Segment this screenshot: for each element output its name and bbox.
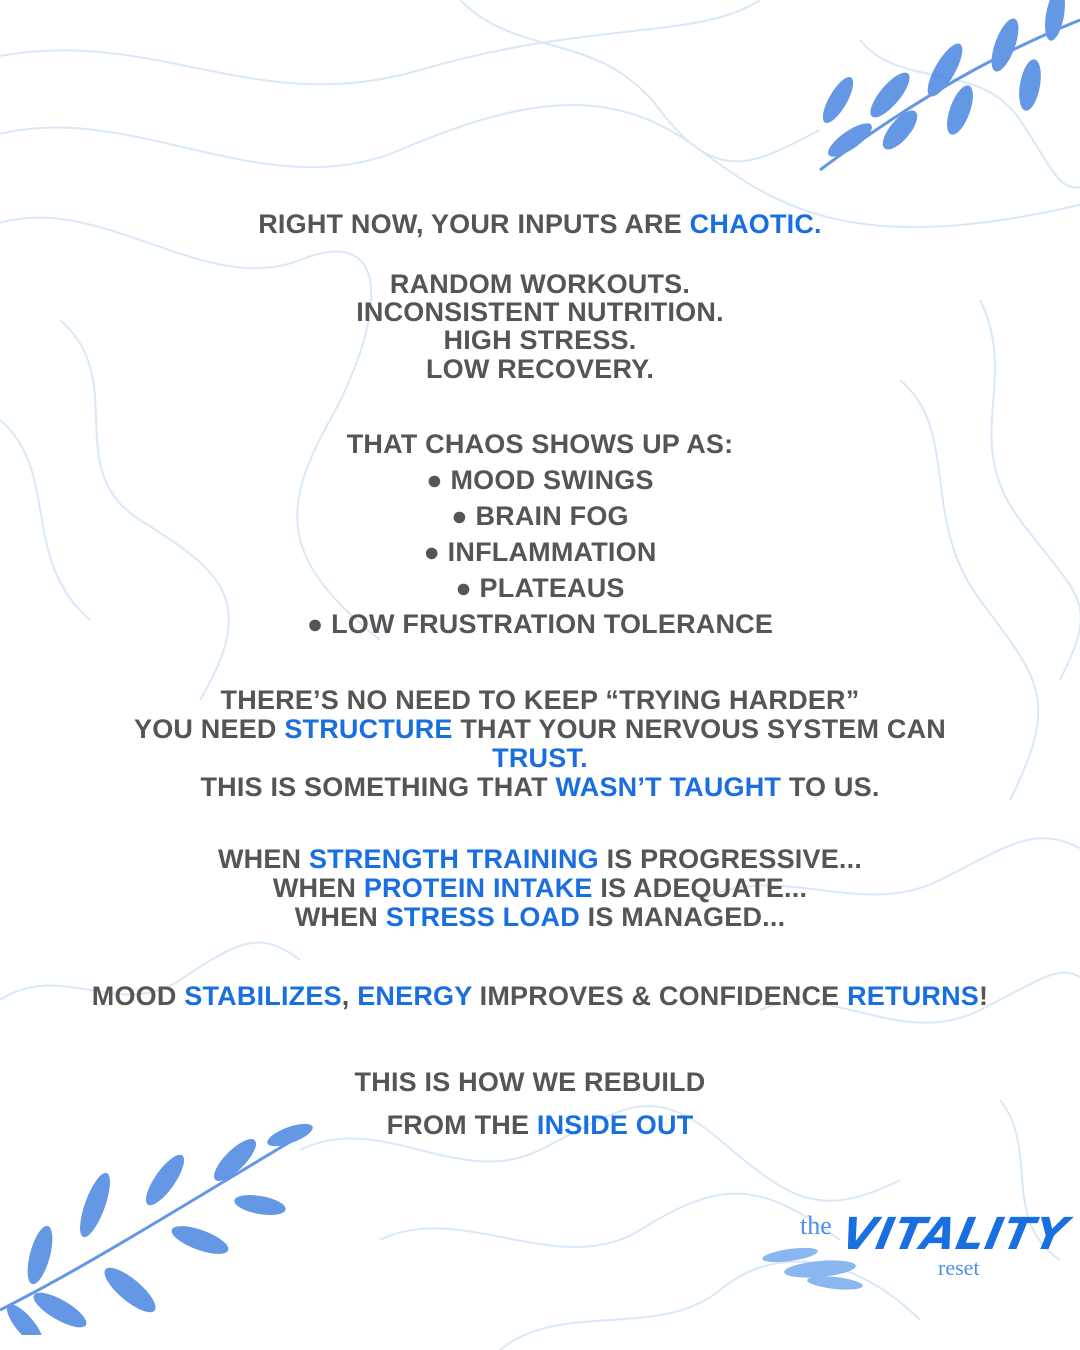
chaos-item: ● LOW FRUSTRATION TOLERANCE [306,609,774,639]
result-highlight: STABILIZES [184,981,342,1011]
when-highlight: PROTEIN INTAKE [363,873,593,903]
trying-harder-line: THERE’S NO NEED TO KEEP “TRYING HARDER” [220,685,860,715]
intro-line [0,210,1080,239]
result-word: IMPROVES & CONFIDENCE [479,981,840,1011]
structure-line [0,715,1080,744]
taught-pre: THIS IS SOMETHING THAT [200,772,548,802]
chaos-item: ● BRAIN FOG [451,501,629,531]
when-line-3 [0,903,1080,932]
when-highlight: STRESS LOAD [385,902,580,932]
chaos-item: ● INFLAMMATION [423,537,657,567]
logo-name: VITALITY [836,1209,1073,1260]
when-highlight: STRENGTH TRAINING [308,844,599,874]
structure-highlight: STRUCTURE [284,714,453,744]
trust-line: TRUST. [492,743,588,773]
when-post: IS PROGRESSIVE... [606,844,863,874]
result-exclamation: ! [979,981,989,1011]
inputs-line-2: INCONSISTENT NUTRITION. [356,297,724,327]
inside-out-pre: FROM THE [386,1110,530,1140]
when-post: IS MANAGED... [587,902,786,932]
result-highlight: RETURNS [847,981,980,1011]
taught-post: TO US. [788,772,880,802]
chaos-heading: THAT CHAOS SHOWS UP AS: [346,429,734,459]
result-line [0,982,1080,1011]
inside-out-line [0,1111,1080,1140]
when-line-2 [0,874,1080,903]
vitality-reset-logo [760,1205,1073,1305]
logo-the: the [800,1211,832,1240]
result-word: MOOD [91,981,177,1011]
inputs-line-1: RANDOM WORKOUTS. [389,269,691,299]
when-post: IS ADEQUATE... [600,873,808,903]
inputs-line-3: HIGH STRESS. [443,325,637,355]
inputs-line-4: LOW RECOVERY. [425,354,655,384]
taught-line [0,773,1080,802]
when-pre: WHEN [272,873,357,903]
intro-text: RIGHT NOW, YOUR INPUTS ARE [258,209,682,239]
when-pre: WHEN [294,902,379,932]
when-line-1 [0,845,1080,874]
chaos-item: ● MOOD SWINGS [426,465,654,495]
chaos-item: ● PLATEAUS [455,573,625,603]
structure-pre: YOU NEED [134,714,277,744]
logo-reset: reset [938,1255,980,1280]
result-comma: , [341,981,350,1011]
intro-highlight: CHAOTIC. [689,209,822,239]
result-highlight: ENERGY [357,981,472,1011]
structure-post: THAT YOUR NERVOUS SYSTEM CAN [460,714,946,744]
inside-out-highlight: INSIDE OUT [536,1110,694,1140]
rebuild-line: THIS IS HOW WE REBUILD [354,1067,706,1097]
when-pre: WHEN [217,844,302,874]
taught-highlight: WASN’T TAUGHT [555,772,782,802]
